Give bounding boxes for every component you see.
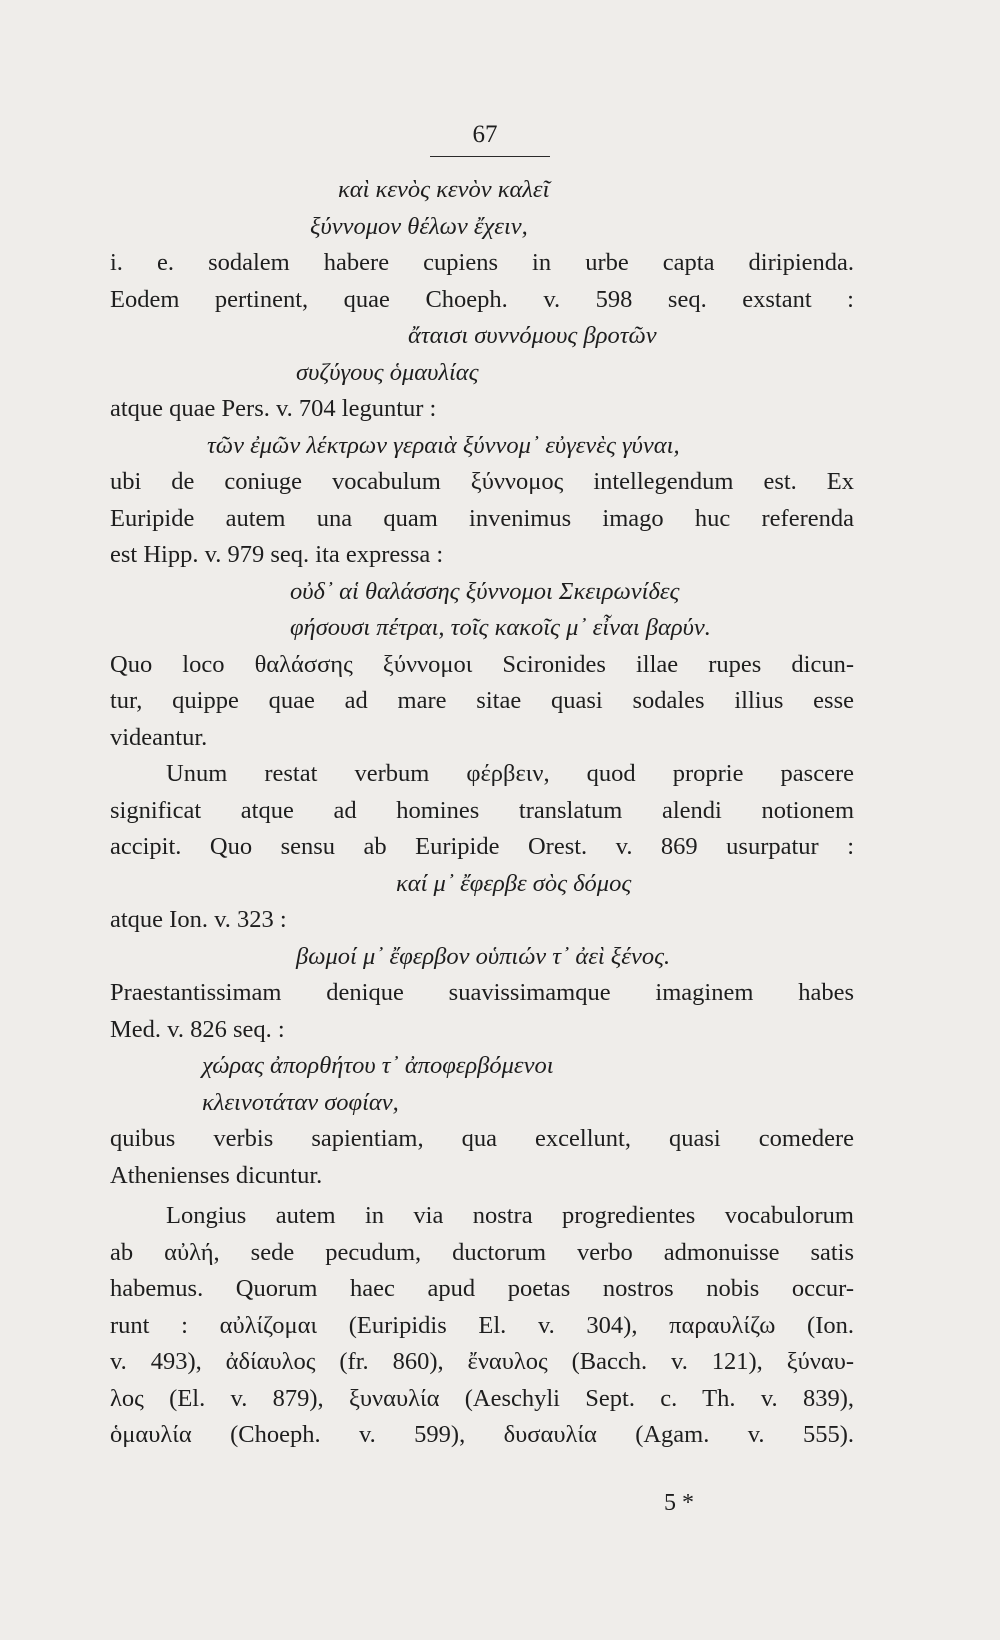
text-line: ubi de coniuge vocabulum ξύννομος intellegendum est. Ex [110,468,854,495]
verse-line: οὐδ᾽ αἱ θαλάσσης ξύννομοι Σκειρωνίδες [290,577,680,605]
text-line: Praestantissimam denique suavissimamque imaginem habes [110,979,854,1006]
text-line: significat atque ad homines translatum alendi notionem [110,796,854,824]
text-line: videantur. [110,723,208,751]
text-line: Athenienses dicuntur. [110,1161,323,1189]
text-line: Eodem pertinent, quae Choeph. v. 598 seq. exstant : [110,285,854,313]
text-line: ὁμαυλία (Choeph. v. 599), δυσαυλία (Agam. v. 555). [110,1421,854,1448]
header-rule [430,156,550,157]
verse-line: καὶ κενὸς κενὸν καλεῖ [338,176,550,203]
verse-line: συζύγους ὁμαυλίας [296,358,479,386]
text-line: Quo loco θαλάσσης ξύννομοι Scironides illae rupes dicun- [110,650,854,678]
text-line: atque quae Pers. v. 704 leguntur : [110,395,437,422]
verse-line: καί μ᾽ ἔφερβε σὸς δόμος [396,869,632,897]
paragraph-start-line: Longius autem in via nostra progredientes vocabulorum [166,1202,854,1229]
text-line: runt : αὐλίζομαι (Euripidis El. v. 304), παραυλίζω (Ion. [110,1311,854,1339]
page-number: 67 [472,121,498,148]
text-line: atque Ion. v. 323 : [110,906,287,933]
text-line: Euripide autem una quam invenimus imago huc referenda [110,504,854,532]
verse-line: φήσουσι πέτραι, τοῖς κακοῖς μ᾽ εἶναι βαρύν. [290,614,711,641]
body-text [110,172,854,1454]
verse-line: κλεινοτάταν σοφίαν, [202,1088,399,1116]
text-line: quibus verbis sapientiam, qua excellunt, quasi comedere [110,1125,854,1152]
text-line: Med. v. 826 seq. : [110,1015,285,1043]
verse-line: χώρας ἀπορθήτου τ᾽ ἀποφερβόμενοι [202,1052,554,1079]
text-line: λος (El. v. 879), ξυναυλία (Aeschyli Sept. c. Th. v. 839), [110,1384,854,1412]
text-line: accipit. Quo sensu ab Euripide Orest. v. 869 usurpatur : [110,833,854,860]
text-line: ab αὐλή, sede pecudum, ductorum verbo admonuisse satis [110,1238,854,1266]
signature-mark: 5 * [664,1490,694,1516]
text-line: tur, quippe quae ad mare sitae quasi sodales illius esse [110,687,854,714]
verse-line: βωμοί μ᾽ ἔφερβον οὑπιών τ᾽ ἀεὶ ξένος. [296,942,671,970]
verse-line: ξύννομον θέλων ἔχειν, [310,212,528,240]
text-line: est Hipp. v. 979 seq. ita expressa : [110,541,444,568]
verse-line: ἄταισι συννόμους βροτῶν [408,322,657,349]
text-line: v. 493), ἀδίαυλος (fr. 860), ἔναυλος (Bacch. v. 121), ξύναυ- [110,1348,854,1375]
text-line: i. e. sodalem habere cupiens in urbe capta diripienda. [110,249,854,276]
verse-line: τῶν ἐμῶν λέκτρων γεραιὰ ξύννομ᾽ εὐγενὲς γύναι, [207,431,680,459]
paragraph-start-line: Unum restat verbum φέρβειν, quod proprie pascere [166,760,854,787]
text-line: habemus. Quorum haec apud poetas nostros nobis occur- [110,1275,854,1302]
